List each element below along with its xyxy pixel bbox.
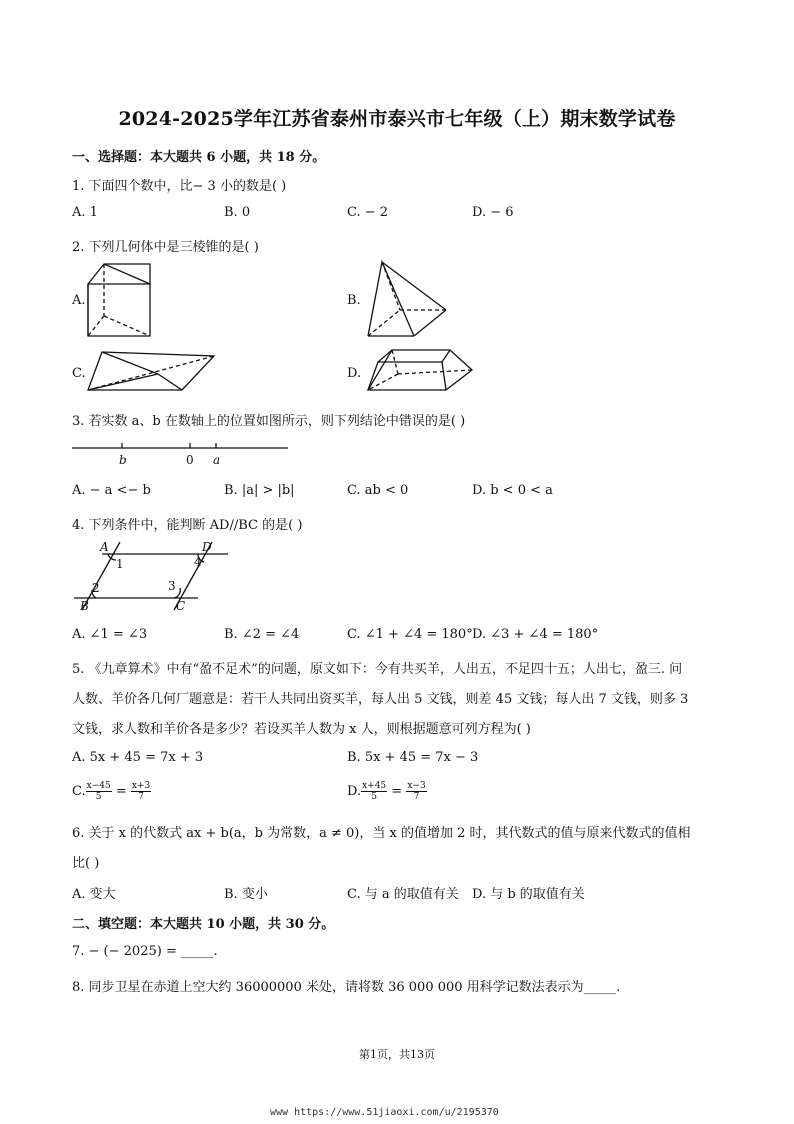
- question-1-stem: 1. 下面四个数中，比− 3 小的数是( ): [72, 179, 287, 194]
- option-c-prefix: C.: [72, 784, 86, 799]
- option-d-prefix: D.: [347, 784, 362, 799]
- number-line-label-a: a: [213, 453, 221, 467]
- equals-sign: =: [111, 784, 131, 799]
- vertex-label-b: B: [80, 599, 89, 613]
- numerator: x+3: [131, 781, 151, 791]
- question-6-option-a: A. 变大: [72, 887, 116, 902]
- parallel-lines-figure: [72, 538, 232, 612]
- question-4-option-c: C. ∠1 + ∠4 = 180°: [347, 627, 473, 642]
- angle-label-3: 3: [168, 579, 176, 593]
- angle-label-1: 1: [116, 557, 124, 571]
- numerator: x+45: [362, 781, 387, 791]
- question-6-option-c: C. 与 a 的取值有关: [347, 887, 459, 902]
- equals-sign: =: [387, 784, 407, 799]
- fraction: [406, 781, 426, 802]
- watermark-url: www https://www.51jiaoxi.com/u/2195370: [270, 1107, 499, 1118]
- question-5-line-2: 人数、羊价各几何厂题意是：若干人共同出资买羊，每人出 5 文钱，则差 45 文钱；每人出 7 文钱，则多 3: [72, 692, 689, 707]
- question-6-line-2: 比( ): [72, 856, 100, 871]
- vertex-label-d: D: [202, 540, 212, 554]
- question-2-option-d: D.: [347, 366, 362, 381]
- numerator: x−45: [86, 781, 111, 791]
- question-6-option-d: D. 与 b 的取值有关: [472, 887, 585, 902]
- pyramid-figure: [364, 260, 450, 342]
- angle-label-4: 4: [194, 555, 202, 569]
- question-3-option-d: D. b < 0 < a: [472, 483, 553, 498]
- question-2-option-b: B.: [347, 293, 361, 308]
- question-7: 7. − (− 2025) = _____.: [72, 944, 218, 959]
- question-1-option-d: D. − 6: [472, 205, 514, 220]
- question-1-option-a: A. 1: [72, 205, 98, 220]
- question-5-option-c: [72, 781, 151, 802]
- denominator: 5: [95, 792, 102, 802]
- denominator: 7: [413, 792, 420, 802]
- question-4-option-a: A. ∠1 = ∠3: [72, 627, 148, 642]
- question-1-option-c: C. − 2: [347, 205, 389, 220]
- page-title: 2024-2025学年江苏省泰州市泰兴市七年级（上）期末数学试卷: [118, 108, 676, 130]
- question-2-option-c: C.: [72, 366, 86, 381]
- question-2-stem: 2. 下列几何体中是三棱锥的是( ): [72, 240, 259, 255]
- question-4-option-d: D. ∠3 + ∠4 = 180°: [472, 627, 599, 642]
- number-line-label-b: b: [119, 453, 127, 467]
- question-3-option-b: B. |a| > |b|: [224, 483, 295, 498]
- section-heading-choice: 一、选择题：本大题共 6 小题，共 18 分。: [72, 150, 326, 165]
- question-3-option-c: C. ab < 0: [347, 483, 409, 498]
- question-5-option-d: [347, 781, 427, 802]
- question-8: 8. 同步卫星在赤道上空大约 36000000 米处，请将数 36 000 000 用科学记数法表示为_____.: [72, 980, 621, 995]
- question-4-stem: 4. 下列条件中，能判断 AD//BC 的是( ): [72, 518, 303, 533]
- vertex-label-a: A: [100, 540, 109, 554]
- question-5-option-b: B. 5x + 45 = 7x − 3: [347, 750, 479, 765]
- question-1-option-b: B. 0: [224, 205, 251, 220]
- frustum-figure: [364, 346, 476, 394]
- question-5-line-1: 5. 《九章算术》中有“盈不足术”的问题，原文如下：今有共买羊，人出五，不足四十五；人出七，盈三. 问: [72, 662, 683, 677]
- page-number: 第1页，共13页: [359, 1048, 435, 1061]
- triangular-prism-figure: [86, 262, 156, 340]
- section-heading-fill-in: 二、填空题：本大题共 10 小题，共 30 分。: [72, 917, 335, 932]
- question-6-line-1: 6. 关于 x 的代数式 ax + b(a，b 为常数，a ≠ 0)，当 x 的值增加 2 时，其代数式的值与原来代数式的值相: [72, 826, 691, 841]
- number-line-label-zero: 0: [186, 453, 194, 467]
- fraction: [131, 781, 151, 802]
- question-5-line-3: 文钱，求人数和羊价各是多少？若设买羊人数为 x 人，则根据题意可列方程为( ): [72, 722, 531, 737]
- denominator: 5: [371, 792, 377, 802]
- question-3-option-a: A. − a <− b: [72, 483, 151, 498]
- question-5-option-a: A. 5x + 45 = 7x + 3: [72, 750, 204, 765]
- vertex-label-c: C: [176, 599, 186, 613]
- fraction: [86, 781, 112, 802]
- question-3-stem: 3. 若实数 a、b 在数轴上的位置如图所示，则下列结论中错误的是( ): [72, 414, 466, 429]
- question-4-option-b: B. ∠2 = ∠4: [224, 627, 300, 642]
- numerator: x−3: [407, 781, 426, 791]
- fraction: [361, 781, 387, 802]
- number-line-figure: [72, 440, 292, 468]
- question-6-option-b: B. 变小: [224, 887, 268, 902]
- denominator: 7: [138, 792, 144, 802]
- angle-label-2: 2: [92, 581, 100, 595]
- triangular-pyramid-figure: [86, 348, 216, 392]
- question-2-option-a: A.: [72, 293, 86, 308]
